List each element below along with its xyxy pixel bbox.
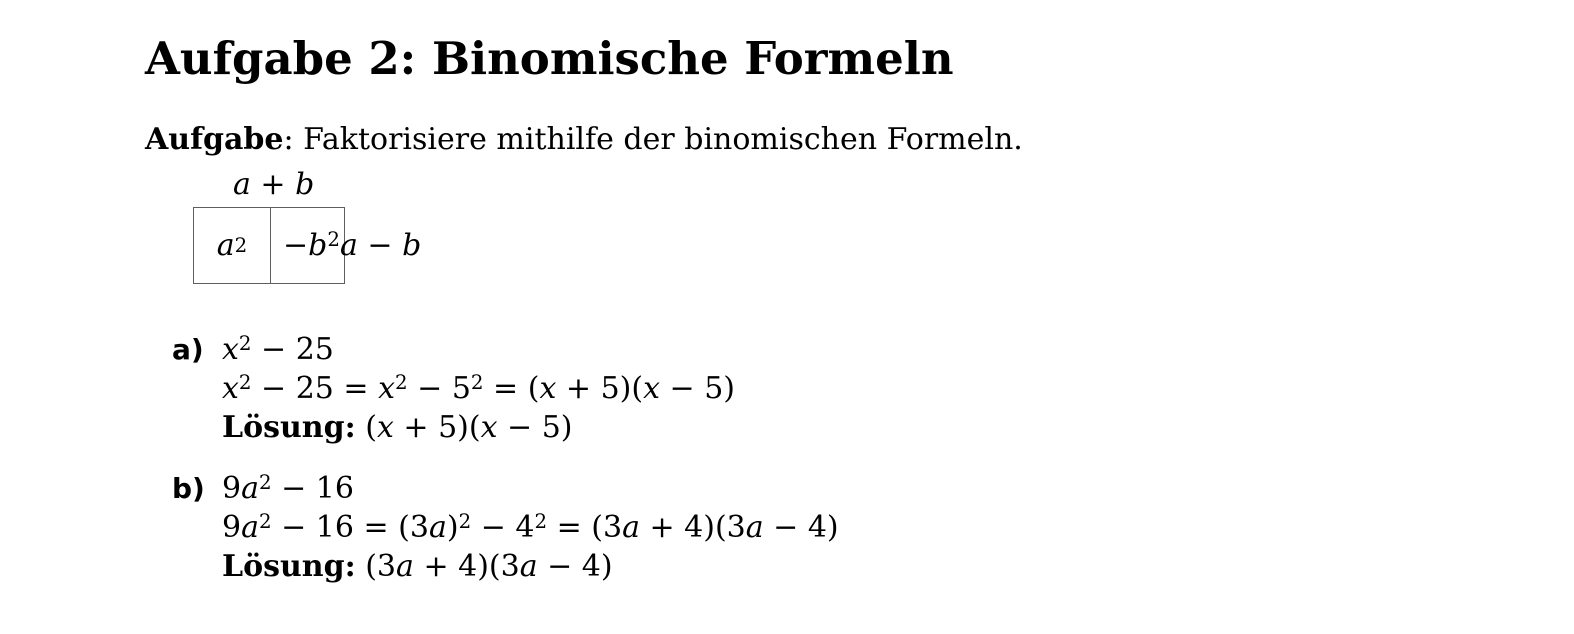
page-title: Aufgabe 2: Binomische Formeln: [145, 32, 954, 85]
problem-a-solution-line: [222, 408, 735, 447]
problem-b-solution-line: [222, 547, 839, 586]
problem-b: [172, 469, 839, 586]
problem-b-expression: $9a^2 - 16$: [222, 471, 354, 506]
diagram-cell-right-term: $-b^2$: [283, 228, 340, 263]
problem-a-lines: [222, 330, 735, 447]
problem-a-expression: $x^2 - 25$: [222, 332, 334, 367]
diagram-column-label: a + b: [233, 167, 315, 202]
problem-b-solution-label: Lösung:: [222, 549, 356, 584]
problem-a-working: $x^2 - 25 = x^2 - 5^2 = (x + 5)(x - 5)$: [222, 371, 735, 406]
diagram-box: [193, 207, 422, 284]
problem-b-label: b): [172, 472, 205, 505]
task-text: : Faktorisiere mithilfe der binomischen Formeln.: [283, 122, 1023, 157]
problem-a-solution-label: Lösung:: [222, 410, 356, 445]
problem-a: [172, 330, 735, 447]
task-label: Aufgabe: [145, 122, 284, 157]
diagram-row-label: a − b: [339, 228, 422, 263]
binomial-area-diagram: [145, 168, 565, 300]
task-instruction: [145, 120, 1023, 159]
diagram-cell-left: a 2: [194, 208, 271, 283]
problem-b-working: $9a^2 - 16 = (3a)^2 - 4^2 = (3a + 4)(3a - 4)$: [222, 510, 839, 545]
problem-a-solution: (x + 5)(x − 5): [365, 410, 573, 445]
problem-a-label: a): [172, 333, 204, 366]
diagram-cell-right: [283, 208, 421, 283]
problem-b-solution: (3a + 4)(3a − 4): [365, 549, 613, 584]
problem-b-lines: [222, 469, 839, 586]
